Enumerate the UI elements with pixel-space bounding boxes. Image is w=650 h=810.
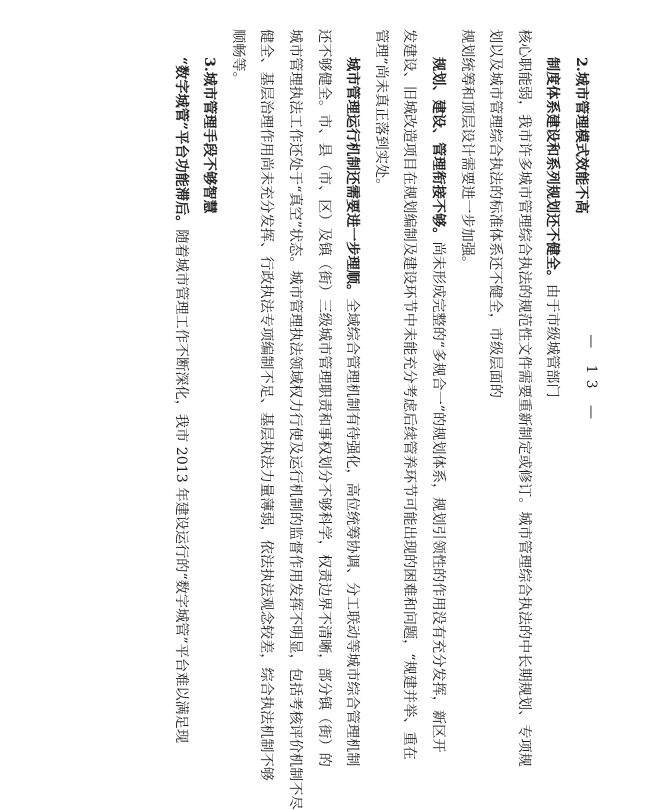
rotated-text-block bbox=[45, 25, 605, 810]
paragraph-line: 制度体系建设和系列规划还不健全。由于市级城管部门 bbox=[544, 57, 561, 398]
paragraph-line: 发建设、旧城改造项目在规划编制及建设环节中未能充分考虑后续管养环节可能出现的困难和问题，“规建并举、重在 bbox=[401, 29, 418, 760]
paragraph-lead: 城市管理运行机制还需要进一步理顺。 bbox=[344, 57, 361, 299]
paragraph-line: 划以及城市管理综合执法的标准体系还不健全，市级层面的 bbox=[487, 29, 504, 398]
paragraph-lead: 规划、建设、管理衔接不够。 bbox=[430, 57, 447, 242]
paragraph-line: “数字城管”平台功能滞后。随着城市管理工作不断深化，我市 2013 年建设运行的“数字城管”平台难以满足现 bbox=[172, 57, 189, 744]
paragraph-line: 城市管理运行机制还需要进一步理顺。全域综合管理机制有待强化，高位统筹协调、分工联动等城市综合管理机制 bbox=[344, 57, 361, 767]
page-number: — 13 — bbox=[583, 334, 599, 425]
paragraph-lead: “数字城管”平台功能滞后。 bbox=[172, 57, 189, 230]
paragraph-line: 规划、建设、管理衔接不够。尚未形成完整的“多规合一”的规划体系，规划引领性的作用没有充分发挥，新区开 bbox=[430, 57, 447, 753]
paragraph-line: 顺畅等。 bbox=[229, 29, 246, 86]
paragraph-line: 管理”尚未真正落到实处。 bbox=[372, 29, 389, 193]
section-heading-3: 3.城市管理手段不够智慧 bbox=[201, 57, 218, 214]
section-heading-2: 2.城市管理模式效能不高 bbox=[573, 57, 589, 214]
paragraph-line: 规划统筹和顶层设计需要进一步加强。 bbox=[458, 29, 475, 271]
paragraph-line: 城市管理执法工作还处于“真空”状态。城市管理执法领域权力行使及运行机制的监督作用发挥不明显，包括考核评价机制不尽 bbox=[287, 29, 304, 810]
paragraph-line: 还不够健全。市、县（市、区）及镇（街）三级城市管理职责和事权划分不够科学，权责边界不清晰，部分镇（街）的 bbox=[315, 29, 332, 767]
paragraph-lead: 制度体系建设和系列规划还不健全。 bbox=[544, 57, 561, 285]
paragraph-line: 核心职能弱，我市许多城市管理综合执法的规范性文件需要重新制定或修订。城市管理综合执法的中长期规划、专项规 bbox=[515, 29, 532, 767]
paragraph-line: 健全、基层治理作用尚未充分发挥、行政执法专项编制不足、基层执法力量薄弱，依法执法观念较差，综合执法机制不够 bbox=[258, 29, 275, 781]
